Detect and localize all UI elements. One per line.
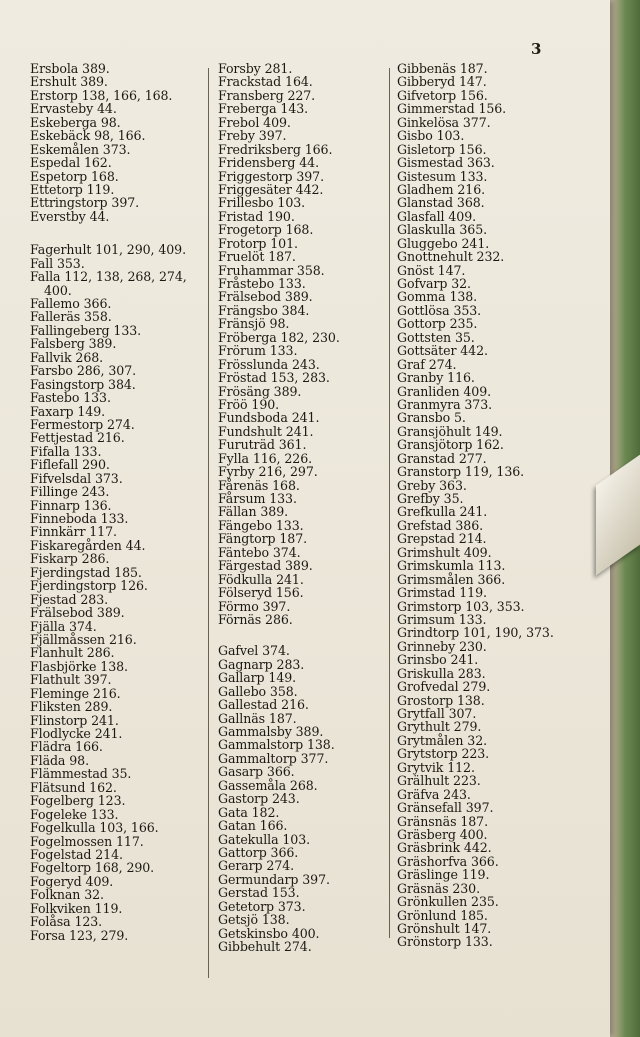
index-entry: Grinsbo 241. bbox=[397, 652, 479, 668]
index-entry: Fall 353. bbox=[30, 255, 85, 271]
index-entry: Grepstad 214. bbox=[397, 531, 487, 547]
index-entry: Frösslunda 243. bbox=[218, 356, 320, 372]
index-entry: Gagnarp 283. bbox=[218, 656, 305, 672]
index-entry: Grefstad 386. bbox=[397, 517, 484, 533]
index-entry: Gränsefall 397. bbox=[397, 800, 494, 816]
index-entry: Finnarp 136. bbox=[30, 497, 112, 513]
index-entry: Ervasteby 44. bbox=[30, 101, 117, 117]
index-entry: Gofvarp 32. bbox=[397, 276, 471, 291]
index-entry: Granliden 409. bbox=[397, 383, 492, 399]
index-entry: Fallemo 366. bbox=[30, 296, 112, 311]
index-entry: Gisbo 103. bbox=[397, 128, 465, 144]
column-divider bbox=[208, 68, 209, 978]
index-entry: Falla 112, 138, 268, 274, bbox=[30, 269, 187, 285]
index-entry: Fröö 190. bbox=[218, 396, 280, 412]
index-entry: Fogeryd 409. bbox=[30, 873, 114, 889]
index-entry: Förmo 397. bbox=[218, 598, 291, 614]
index-entry: Grytmålen 32. bbox=[397, 732, 488, 748]
index-entry: Fiflefall 290. bbox=[30, 457, 110, 473]
index-entry: Gammalsby 389. bbox=[218, 724, 324, 739]
index-entry: Gallestad 216. bbox=[218, 697, 309, 713]
index-entry: Gränsnäs 187. bbox=[397, 813, 488, 829]
section-gap bbox=[30, 223, 205, 243]
index-entry: Fogelstad 214. bbox=[30, 846, 123, 862]
index-entry: Fettjestad 216. bbox=[30, 430, 125, 446]
index-entry: Gräslinge 119. bbox=[397, 867, 490, 883]
index-entry: Grytstorp 223. bbox=[397, 746, 490, 762]
index-entry: Falsberg 389. bbox=[30, 336, 117, 352]
index-entry: Fillinge 243. bbox=[30, 484, 110, 500]
index-entry: Grytvik 112. bbox=[397, 759, 475, 775]
index-entry: Frotorp 101. bbox=[218, 235, 298, 251]
index-entry: Everstby 44. bbox=[30, 208, 110, 224]
column-divider bbox=[389, 68, 390, 938]
index-entry: Greby 363. bbox=[397, 477, 467, 493]
index-entry: Flathult 397. bbox=[30, 672, 112, 688]
index-entry: Gerarp 274. bbox=[218, 858, 295, 874]
index-entry: Gallnäs 187. bbox=[218, 710, 297, 726]
index-entry: Grimskumla 113. bbox=[397, 558, 506, 574]
index-entry: Gibberyd 147. bbox=[397, 74, 487, 90]
index-entry: Folknan 32. bbox=[30, 887, 104, 903]
index-entry: Glasfall 409. bbox=[397, 208, 477, 224]
index-entry: Flanhult 286. bbox=[30, 645, 115, 661]
index-entry: Getskinsbo 400. bbox=[218, 925, 320, 941]
index-entry: 400. bbox=[44, 282, 72, 298]
index-entry: Fråstebo 133. bbox=[218, 276, 306, 291]
index-entry: Grimsum 133. bbox=[397, 611, 487, 627]
index-entry: Gasarp 366. bbox=[218, 764, 295, 780]
index-entry: Fiskarp 286. bbox=[30, 551, 110, 567]
index-entry: Grindtorp 101, 190, 373. bbox=[397, 625, 554, 641]
index-entry: Gottorp 235. bbox=[397, 316, 478, 332]
index-entry: Frösäng 389. bbox=[218, 383, 302, 399]
index-entry: Fogeltorp 168, 290. bbox=[30, 860, 155, 876]
index-entry: Frängsbo 384. bbox=[218, 302, 310, 318]
index-entry: Flädra 166. bbox=[30, 739, 103, 755]
index-entry: Fyrby 216, 297. bbox=[218, 464, 318, 480]
index-entry: Fallvik 268. bbox=[30, 349, 104, 365]
index-entry: Fliksten 289. bbox=[30, 699, 113, 715]
index-entry: Gnottnehult 232. bbox=[397, 249, 505, 265]
index-entry: Fermestorp 274. bbox=[30, 416, 135, 432]
index-entry: Eskemålen 373. bbox=[30, 141, 131, 157]
index-entry: Fäntebo 374. bbox=[218, 544, 301, 560]
index-entry: Frälsebod 389. bbox=[218, 289, 313, 305]
index-entry: Fogelberg 123. bbox=[30, 793, 126, 809]
index-entry: Flasbjörke 138. bbox=[30, 658, 128, 674]
index-entry: Erstorp 138, 166, 168. bbox=[30, 87, 173, 103]
index-entry: Gassemåla 268. bbox=[218, 777, 318, 793]
index-entry: Gräsberg 400. bbox=[397, 826, 488, 842]
index-entry: Espetorp 168. bbox=[30, 168, 119, 184]
index-entry: Fjerdingstorp 126. bbox=[30, 578, 148, 594]
index-entry: Fjerdingstad 185. bbox=[30, 564, 142, 580]
index-entry: Furuträd 361. bbox=[218, 437, 307, 453]
index-entry: Gransjöhult 149. bbox=[397, 423, 503, 439]
index-entry: Gatekulla 103. bbox=[218, 831, 311, 847]
index-entry: Fristad 190. bbox=[218, 208, 295, 224]
index-entry: Gottsäter 442. bbox=[397, 343, 488, 359]
index-entry: Finneboda 133. bbox=[30, 511, 129, 526]
index-entry: Fårsum 133. bbox=[218, 491, 297, 506]
index-entry: Gibbenäs 187. bbox=[397, 61, 488, 76]
index-entry: Gräfva 243. bbox=[397, 786, 471, 802]
index-entry: Flätsund 162. bbox=[30, 779, 117, 795]
index-entry: Fängtorp 187. bbox=[218, 531, 308, 547]
index-entry: Faxarp 149. bbox=[30, 403, 106, 419]
index-entry: Eskebäck 98, 166. bbox=[30, 128, 146, 144]
index-entry: Frörum 133. bbox=[218, 343, 298, 359]
index-entry: Fjestad 283. bbox=[30, 591, 109, 607]
index-entry: Gammalstorp 138. bbox=[218, 737, 335, 753]
index-entry: Fläda 98. bbox=[30, 752, 89, 768]
index-entry: Frälsebod 389. bbox=[30, 605, 125, 621]
index-entry: Fröberga 182, 230. bbox=[218, 329, 340, 345]
section-gap bbox=[218, 626, 383, 644]
index-entry: Graf 274. bbox=[397, 356, 457, 372]
index-entry: Gomma 138. bbox=[397, 289, 478, 305]
index-entry: Fällan 389. bbox=[218, 504, 289, 520]
index-entry: Gastorp 243. bbox=[218, 791, 300, 807]
index-entry: Fårenäs 168. bbox=[218, 477, 300, 493]
index-entry: Gräsbrink 442. bbox=[397, 840, 492, 856]
index-entry: Glanstad 368. bbox=[397, 195, 485, 211]
index-entry: Fjällmåssen 216. bbox=[30, 631, 137, 647]
index-entry: Gransbo 5. bbox=[397, 410, 466, 426]
index-entry: Ersbola 389. bbox=[30, 61, 110, 76]
index-entry: Grönshult 147. bbox=[397, 921, 492, 936]
index-entry: Grefkulla 241. bbox=[397, 504, 488, 520]
index-entry: Förnäs 286. bbox=[218, 611, 293, 627]
index-entry: Flodlycke 241. bbox=[30, 726, 123, 741]
index-entry: Gata 182. bbox=[218, 804, 280, 820]
index-entry: Grälhult 223. bbox=[397, 773, 481, 789]
index-entry: Fruelöt 187. bbox=[218, 249, 296, 265]
index-entry: Fredriksberg 166. bbox=[218, 141, 333, 157]
index-entry: Grönlund 185. bbox=[397, 907, 488, 923]
index-entry: Fundshult 241. bbox=[218, 423, 314, 439]
index-entry: Grönstorp 133. bbox=[397, 934, 493, 950]
index-entry: Folkviken 119. bbox=[30, 900, 123, 916]
index-entry: Fiskaregården 44. bbox=[30, 537, 146, 553]
index-entry: Getetorp 373. bbox=[218, 898, 306, 914]
index-entry: Färgestad 389. bbox=[218, 558, 313, 574]
index-entry: Granby 116. bbox=[397, 370, 475, 386]
index-entry: Granmyra 373. bbox=[397, 396, 493, 412]
index-entry: Frillesbo 103. bbox=[218, 195, 306, 211]
index-entry: Gammaltorp 377. bbox=[218, 750, 329, 766]
index-entry: Frogetorp 168. bbox=[218, 222, 314, 238]
index-entry: Germundarp 397. bbox=[218, 871, 330, 887]
index-entry: Griskulla 283. bbox=[397, 665, 486, 681]
index-entry: Gladhem 216. bbox=[397, 181, 486, 197]
index-entry: Falleräs 358. bbox=[30, 309, 112, 325]
index-entry: Gräsnäs 230. bbox=[397, 880, 480, 896]
index-entry: Fjälla 374. bbox=[30, 618, 97, 634]
index-entry: Gransjötorp 162. bbox=[397, 437, 504, 453]
index-entry: Getsjö 138. bbox=[218, 912, 290, 928]
index-entry: Fleminge 216. bbox=[30, 685, 121, 701]
index-entry: Ginkelösa 377. bbox=[397, 114, 491, 130]
index-entry: Fransberg 227. bbox=[218, 87, 316, 103]
index-entry: Fastebo 133. bbox=[30, 390, 111, 406]
index-entry: Fölseryd 156. bbox=[218, 585, 304, 601]
index-entry: Flinstorp 241. bbox=[30, 712, 119, 728]
index-entry: Gottsten 35. bbox=[397, 329, 475, 345]
index-entry: Fridensberg 44. bbox=[218, 155, 320, 171]
index-column-2 bbox=[218, 62, 383, 953]
index-entry: Friggesäter 442. bbox=[218, 181, 324, 197]
index-entry: Gimmerstad 156. bbox=[397, 101, 507, 117]
index-entry: Eskeberga 98. bbox=[30, 114, 121, 130]
index-entry: Finnkärr 117. bbox=[30, 524, 117, 540]
index-entry: Gistesum 133. bbox=[397, 168, 488, 184]
index-entry: Granstorp 119, 136. bbox=[397, 464, 525, 480]
index-entry: Gismestad 363. bbox=[397, 155, 495, 171]
index-entry: Frebol 409. bbox=[218, 114, 291, 130]
index-entry: Grytfall 307. bbox=[397, 706, 477, 721]
index-entry: Fifvelsdal 373. bbox=[30, 470, 123, 486]
index-entry: Forsby 281. bbox=[218, 61, 293, 76]
index-entry: Gifvetorp 156. bbox=[397, 87, 488, 103]
index-entry: Gallebo 358. bbox=[218, 683, 298, 699]
index-entry: Folåsa 123. bbox=[30, 914, 103, 930]
index-entry: Gottlösa 353. bbox=[397, 302, 482, 318]
index-entry: Flämmestad 35. bbox=[30, 766, 132, 782]
index-entry: Freby 397. bbox=[218, 128, 287, 144]
index-entry: Gnöst 147. bbox=[397, 262, 466, 278]
index-entry: Födkulla 241. bbox=[218, 571, 304, 587]
index-entry: Fruhammar 358. bbox=[218, 262, 325, 278]
index-entry: Gerstad 153. bbox=[218, 885, 300, 901]
index-entry: Fogelmossen 117. bbox=[30, 833, 144, 849]
index-entry: Gattorp 366. bbox=[218, 844, 299, 860]
index-entry: Fifalla 133. bbox=[30, 443, 102, 459]
index-entry: Fallingeberg 133. bbox=[30, 322, 142, 338]
index-entry: Grimstorp 103, 353. bbox=[397, 598, 525, 614]
index-entry: Glaskulla 365. bbox=[397, 222, 488, 238]
index-column-3 bbox=[397, 62, 587, 949]
index-entry: Fängebo 133. bbox=[218, 517, 304, 533]
index-entry: Gatan 166. bbox=[218, 818, 288, 834]
index-entry: Gräshorfva 366. bbox=[397, 853, 499, 869]
index-entry: Grimsmålen 366. bbox=[397, 571, 506, 587]
index-entry: Fogeleke 133. bbox=[30, 806, 119, 822]
index-entry: Grefby 35. bbox=[397, 491, 464, 506]
index-column-1 bbox=[30, 62, 205, 942]
index-entry: Gafvel 374. bbox=[218, 643, 290, 659]
index-entry: Ettringstorp 397. bbox=[30, 195, 140, 211]
index-entry: Gallarp 149. bbox=[218, 670, 297, 686]
index-entry: Gibbehult 274. bbox=[218, 939, 312, 954]
index-entry: Farsbo 286, 307. bbox=[30, 363, 137, 379]
index-entry: Grimshult 409. bbox=[397, 544, 492, 560]
index-entry: Ettetorp 119. bbox=[30, 181, 115, 197]
index-entry: Gisletorp 156. bbox=[397, 141, 487, 157]
index-entry: Espedal 162. bbox=[30, 155, 112, 171]
index-entry: Freberga 143. bbox=[218, 101, 309, 117]
index-entry: Ershult 389. bbox=[30, 74, 108, 90]
index-entry: Grinneby 230. bbox=[397, 638, 487, 654]
page-number: 3 bbox=[531, 40, 542, 58]
index-entry: Fagerhult 101, 290, 409. bbox=[30, 242, 186, 258]
index-entry: Grönkullen 235. bbox=[397, 894, 499, 910]
index-entry: Grostorp 138. bbox=[397, 692, 485, 708]
index-entry: Fasingstorp 384. bbox=[30, 376, 136, 392]
index-entry: Fränsjö 98. bbox=[218, 316, 290, 332]
index-entry: Granstad 277. bbox=[397, 450, 487, 466]
index-entry: Gluggebo 241. bbox=[397, 235, 490, 251]
index-entry: Friggestorp 397. bbox=[218, 168, 324, 184]
index-entry: Fundsboda 241. bbox=[218, 410, 320, 426]
index-entry: Grofvedal 279. bbox=[397, 679, 491, 695]
index-entry: Fogelkulla 103, 166. bbox=[30, 820, 159, 836]
index-entry: Grimstad 119. bbox=[397, 585, 487, 601]
index-entry: Forsa 123, 279. bbox=[30, 927, 129, 943]
index-entry: Fröstad 153, 283. bbox=[218, 370, 330, 386]
index-entry: Grythult 279. bbox=[397, 719, 482, 735]
index-entry: Frackstad 164. bbox=[218, 74, 313, 90]
index-entry: Fylla 116, 226. bbox=[218, 450, 313, 466]
